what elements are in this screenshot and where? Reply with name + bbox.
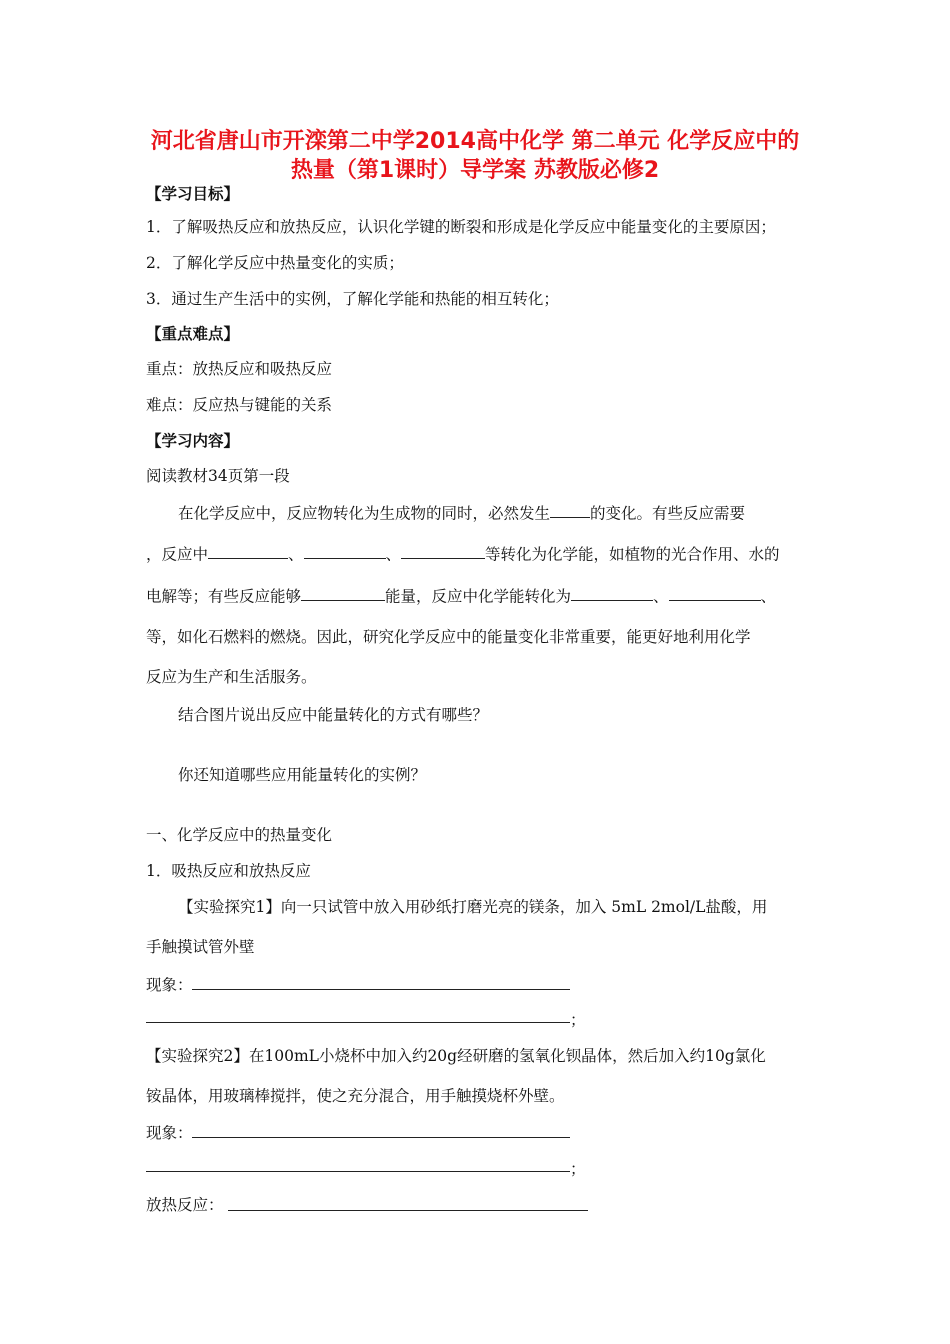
- experiment-2-phenomenon-label: 现象：: [146, 1124, 193, 1142]
- fill-blank[interactable]: [669, 584, 761, 601]
- document-title-line2: 热量（第1课时）导学案 苏教版必修2: [290, 158, 660, 183]
- experiment-1-answer-line-2[interactable]: [146, 1022, 570, 1023]
- paragraph-line-3: [146, 584, 776, 606]
- experiment-2-line-1: 【实验探究2】在100mL小烧杯中加入约20g经研磨的氢氧化钡晶体，然后加入约10g氯化: [146, 1047, 766, 1065]
- experiment-1-answer-line-1[interactable]: [192, 989, 570, 990]
- experiment-2-semicolon: ；: [570, 1160, 586, 1178]
- objective-item-2: 2．了解化学反应中热量变化的实质；: [146, 254, 404, 272]
- text-segment: 、: [288, 545, 304, 564]
- fill-blank[interactable]: [571, 584, 653, 601]
- text-segment: 、: [385, 545, 402, 564]
- content-heading: 【学习内容】: [146, 431, 240, 450]
- experiment-1-phenomenon-label: 现象：: [146, 976, 193, 994]
- paragraph-line-1: [178, 501, 745, 523]
- text-segment: 的变化。有些反应需要: [590, 504, 746, 523]
- fill-blank[interactable]: [550, 501, 590, 518]
- text-segment: ，反应中: [146, 545, 209, 564]
- objectives-heading: 【学习目标】: [146, 184, 240, 203]
- question-1: 结合图片说出反应中能量转化的方式有哪些？: [178, 706, 489, 724]
- experiment-2-line-2: 铵晶体，用玻璃棒搅拌，使之充分混合，用手触摸烧杯外壁。: [146, 1087, 565, 1105]
- text-segment: 、: [760, 587, 777, 606]
- text-segment: 能量，反应中化学能转化为: [385, 587, 572, 606]
- text-segment: 在化学反应中，反应物转化为生成物的同时，必然发生: [178, 504, 551, 523]
- section-1-heading: 一、化学反应中的热量变化: [146, 826, 333, 844]
- experiment-1-line-2: 手触摸试管外壁: [146, 938, 255, 956]
- text-segment: 、: [653, 587, 669, 606]
- reading-instruction: 阅读教材34页第一段: [146, 467, 290, 485]
- objective-item-1: 1．了解吸热反应和放热反应，认识化学键的断裂和形成是化学反应中能量变化的主要原因；: [146, 218, 776, 236]
- difficult-point: 难点：反应热与键能的关系: [146, 396, 333, 414]
- experiment-2-answer-line-1[interactable]: [192, 1137, 570, 1138]
- paragraph-line-5: 反应为生产和生活服务。: [146, 668, 317, 686]
- text-segment: 电解等；有些反应能够: [146, 587, 302, 606]
- fill-blank[interactable]: [208, 542, 288, 559]
- experiment-2-answer-line-2[interactable]: [146, 1171, 570, 1172]
- paragraph-line-2: [146, 542, 780, 564]
- experiment-1-semicolon: ；: [570, 1011, 586, 1029]
- fill-blank[interactable]: [401, 542, 485, 559]
- text-segment: 等转化为化学能，如植物的光合作用、水的: [485, 545, 780, 564]
- key-point: 重点：放热反应和吸热反应: [146, 360, 333, 378]
- paragraph-line-4: 等，如化石燃料的燃烧。因此，研究化学反应中的能量变化非常重要，能更好地利用化学: [146, 628, 751, 646]
- fill-blank[interactable]: [301, 584, 385, 601]
- section-1-subheading: 1．吸热反应和放热反应: [146, 862, 311, 880]
- exothermic-label: 放热反应：: [146, 1196, 224, 1214]
- fill-blank[interactable]: [304, 542, 386, 559]
- exothermic-answer-line[interactable]: [228, 1210, 588, 1211]
- document-title-line1: 河北省唐山市开滦第二中学2014高中化学 第二单元 化学反应中的: [150, 129, 800, 154]
- question-2: 你还知道哪些应用能量转化的实例？: [178, 766, 427, 784]
- keypoints-heading: 【重点难点】: [146, 324, 240, 343]
- objective-item-3: 3．通过生产生活中的实例，了解化学能和热能的相互转化；: [146, 290, 559, 308]
- experiment-1-line-1: 【实验探究1】向一只试管中放入用砂纸打磨光亮的镁条，加入 5mL 2mol/L盐酸，用: [178, 898, 768, 916]
